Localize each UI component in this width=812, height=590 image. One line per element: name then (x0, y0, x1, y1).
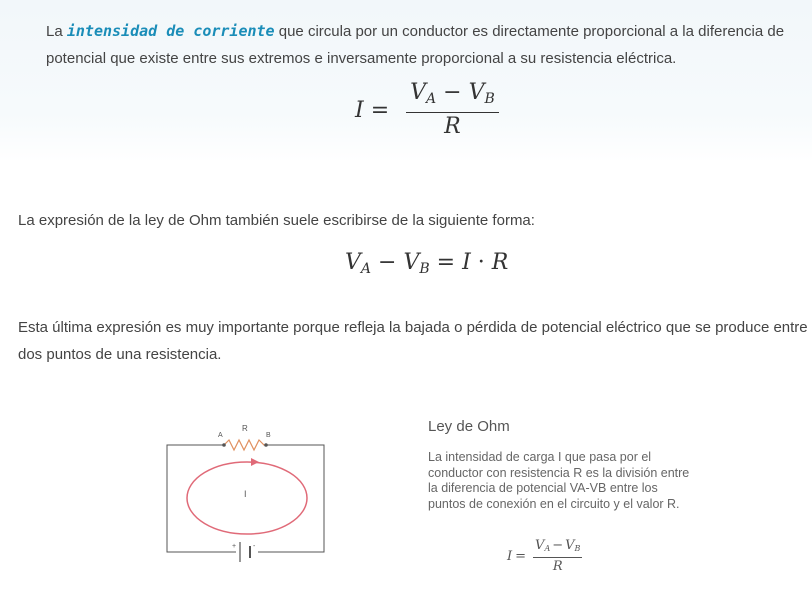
formula-equals: = (370, 98, 390, 123)
formula-numerator: $V_A - V_B$ (406, 80, 499, 113)
highlighted-term: intensidad de corriente (66, 22, 275, 40)
current-direction-arrow (251, 458, 259, 466)
alternative-form-paragraph: La expresión de la ley de Ohm también suele escribirse de la siguiente forma: (18, 212, 535, 229)
ohm-definition-paragraph (46, 18, 796, 72)
label-current: I (244, 489, 247, 499)
node-b (264, 443, 268, 447)
formula-denominator: R (444, 114, 461, 139)
figure-title: Ley de Ohm (428, 418, 510, 435)
figure-formula-fraction: $\frac{V_A - V_B}{R}$ (535, 538, 581, 574)
ohm-circuit-diagram (160, 418, 340, 568)
label-b: B (266, 432, 271, 439)
label-plus: + (232, 543, 237, 550)
formula-current: I (355, 98, 364, 123)
current-loop (187, 462, 307, 534)
ohm-formula-fraction (355, 80, 499, 141)
label-a: A (218, 432, 223, 439)
label-minus: - (253, 543, 256, 550)
ohm-formula-product: $V_A - V_B = I \cdot R$ (345, 250, 509, 277)
definition-text: que circula por un conductor es directamente proporcional a la diferencia de potencial que existe entre sus extremos e inversamente proporcional a su resistencia eléctrica. (46, 23, 785, 67)
node-a (222, 443, 226, 447)
figure-description: La intensidad de carga I que pasa por el conductor con resistencia R es la división entre la diferencia de potencial VA-VB entre los puntos de conexión en el circuito y el valor R. (428, 450, 690, 511)
intro-text: La (46, 23, 67, 40)
label-r: R (242, 424, 248, 433)
importance-paragraph: Esta última expresión es muy importante porque refleja la bajada o pérdida de potencial eléctrico que se produce entre dos puntos de una resistencia. (18, 319, 808, 363)
formula-fraction (406, 80, 499, 141)
figure-formula: I = $\frac{V_A - V_B}{R}$ (507, 538, 581, 574)
